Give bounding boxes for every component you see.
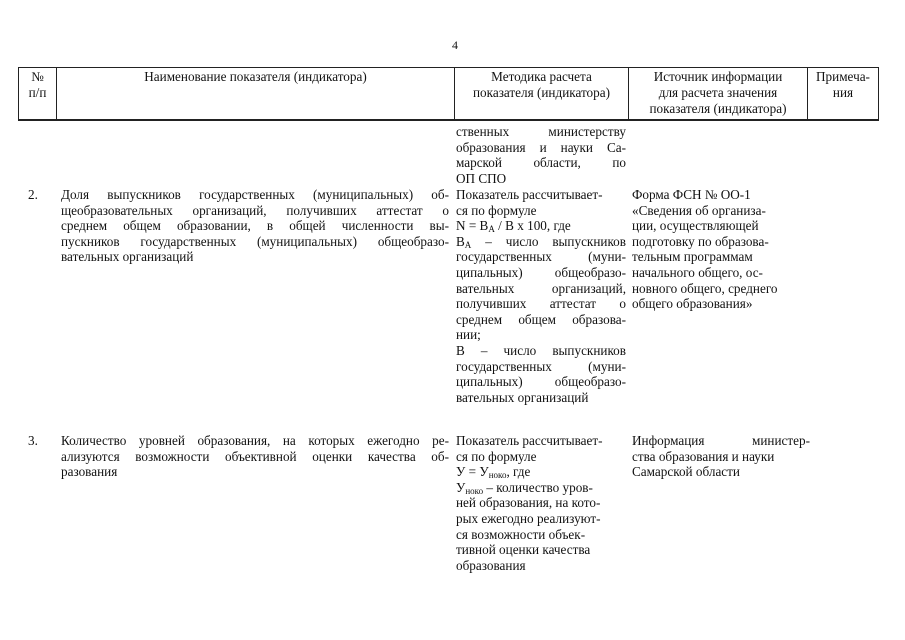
- formula-definition: $У_{ноко}$ – количество уров-: [456, 479, 593, 496]
- method-continuation: ственных министерству образования и науки Са- марской области, по ОП СПО: [456, 124, 626, 186]
- row-2-method: Показатель рассчитывает- ся по формуле $N = B_A / B$ x 100, где $B_A$ – число выпускников государственных (муни- ципальных) общеобразо- вательных организаций, получивших аттестат о среднем общем образова- нии; B – число выпускников государственных (муни- ципальных) общеобразо- вательных организаций: [456, 187, 626, 405]
- page-number: 4: [452, 38, 458, 52]
- table-header: [18, 67, 879, 121]
- row-2-indicator-name: Доля выпускников государственных (муниципальных) об- щеобразовательных организаций, получивших аттестат о среднем общем образовании, в общей численности вы- пускников государственных (муниципальных) общеобразо- вательных организаций: [61, 187, 449, 265]
- row-3-indicator-name: Количество уровней образования, на которых ежегодно ре- ализуются возможности объективной оценки качества об- разования: [61, 433, 449, 480]
- header-source: Источник информации для расчета значения показателя (индикатора): [649, 69, 787, 116]
- row-2-number: 2.: [28, 187, 38, 202]
- formula: $N = B_A / B$ x 100, где: [456, 218, 571, 235]
- header-number: № п/п: [28, 69, 47, 100]
- header-notes: Примеча- ния: [816, 69, 870, 100]
- row-3-source: Информация министер- ства образования и науки Самарской области: [632, 433, 810, 480]
- formula: $У = У_{ноко}$, где: [456, 464, 531, 481]
- formula-definition: $B_A$ – число выпускников: [456, 233, 626, 250]
- header-indicator-name: Наименование показателя (индикатора): [144, 69, 367, 84]
- row-3-method: Показатель рассчитывает- ся по формуле $У = У_{ноко}$, где $У_{ноко}$ – количество уров- ней образования, на кото- рых ежегодно реализуют- ся возможности объек- тивной оценки качества образования: [456, 433, 626, 573]
- header-method: Методика расчета показателя (индикатора): [472, 69, 610, 100]
- row-3-number: 3.: [28, 433, 38, 448]
- row-2-source: Форма ФСН № ОО-1 «Сведения об организа- ции, осуществляющей подготовку по образова- тельным программам начального общего, ос- новного общего, среднего общего образования»: [632, 187, 778, 312]
